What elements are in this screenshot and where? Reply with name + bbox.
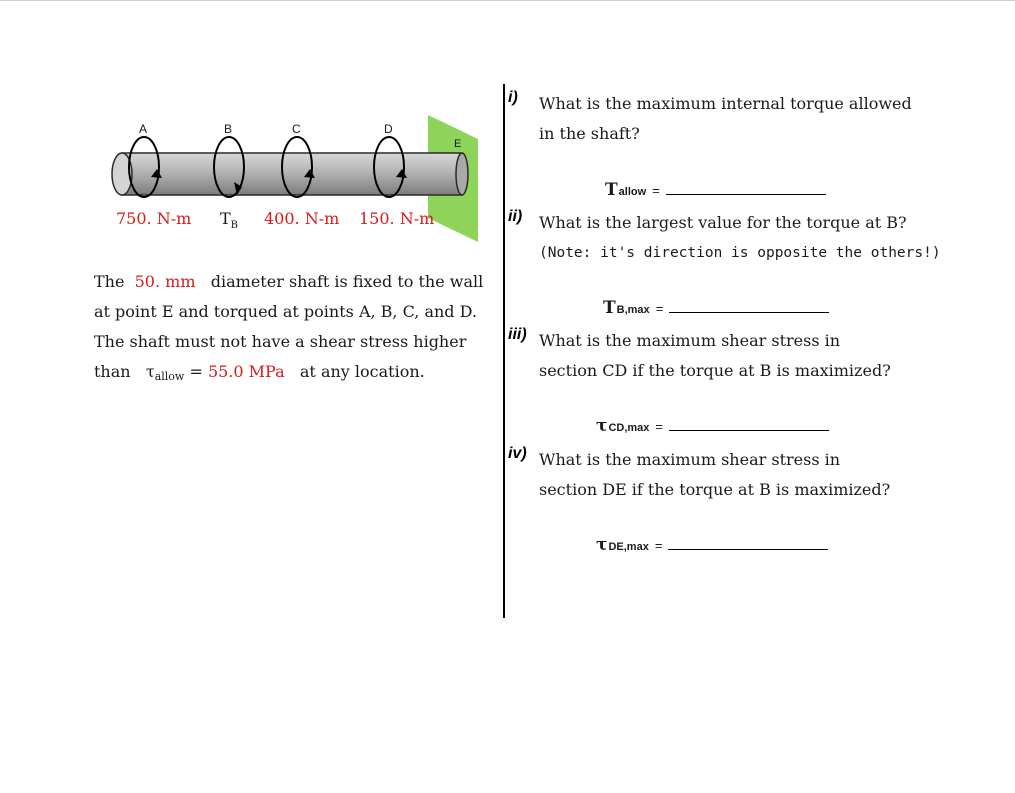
answer-1-field	[605, 180, 826, 200]
answer-4-blank[interactable]	[668, 548, 828, 550]
answer-3-equals: =	[655, 419, 664, 434]
answer-1-subscript: allow	[618, 186, 647, 198]
torque-b-symbol: T	[220, 209, 231, 228]
answer-4-field	[596, 535, 828, 555]
answer-1-equals: =	[652, 183, 660, 198]
wall-label-e: E	[454, 138, 462, 150]
problem-line-4	[94, 357, 494, 392]
answer-1-blank[interactable]	[666, 193, 826, 195]
question-2-text	[539, 208, 941, 268]
problem-line1-pre: The	[94, 272, 125, 291]
shaft-right-end	[456, 153, 468, 195]
answer-2-subscript: B,max	[616, 304, 650, 316]
point-label-b: B	[224, 122, 233, 136]
question-4-number: iv)	[508, 445, 527, 462]
question-2-note: (Note: it's direction is opposite the others!)	[539, 245, 941, 261]
question-4-line-2: section DE if the torque at B is maximized?	[539, 480, 891, 499]
torque-b-subscript: B	[230, 220, 239, 232]
torque-label-b	[220, 209, 238, 231]
question-1-text	[539, 89, 919, 149]
question-1-line-1: What is the maximum internal torque allowed	[539, 94, 912, 113]
answer-3-symbol: τ	[596, 416, 608, 436]
answer-3-subscript: CD,max	[608, 422, 650, 434]
tau-allow-symbol: τ	[145, 362, 155, 381]
point-label-c: C	[292, 122, 301, 136]
column-divider	[503, 84, 505, 618]
problem-line4-post: at any location.	[299, 362, 425, 381]
tau-allow-value: 55.0 MPa	[207, 362, 285, 381]
problem-line1-post: diameter shaft is fixed to the wall	[210, 272, 484, 291]
tau-allow-equals: =	[189, 362, 203, 381]
torque-label-a: 750. N-m	[116, 209, 192, 228]
torque-label-c: 400. N-m	[264, 209, 340, 228]
tau-allow-subscript: allow	[154, 370, 185, 383]
problem-line4-pre: than	[94, 362, 131, 381]
problem-statement	[94, 267, 494, 392]
question-3-line-1: What is the maximum shear stress in	[539, 331, 841, 350]
question-3-line-2: section CD if the torque at B is maximized?	[539, 361, 891, 380]
top-rule	[0, 0, 1015, 1]
answer-1-symbol: T	[605, 180, 618, 200]
question-1-line-2: in the shaft?	[539, 124, 640, 143]
problem-line-3: The shaft must not have a shear stress higher	[94, 332, 467, 351]
diameter-value: 50. mm	[134, 272, 196, 291]
answer-2-symbol: T	[603, 298, 616, 318]
question-2-line-1: What is the largest value for the torque at B?	[539, 213, 907, 232]
answer-3-field	[596, 416, 829, 436]
answer-2-blank[interactable]	[669, 311, 829, 313]
answer-2-field	[603, 298, 829, 318]
shaft-body	[122, 153, 462, 195]
question-3-text	[539, 326, 919, 386]
answer-4-equals: =	[654, 538, 663, 553]
answer-2-equals: =	[655, 301, 664, 316]
question-1-number: i)	[508, 89, 518, 106]
torque-label-d: 150. N-m	[359, 209, 435, 228]
question-2-number: ii)	[508, 208, 523, 225]
problem-line-2: at point E and torqued at points A, B, C, and D.	[94, 302, 477, 321]
problem-line-1	[94, 267, 494, 297]
question-4-line-1: What is the maximum shear stress in	[539, 450, 841, 469]
answer-4-subscript: DE,max	[608, 541, 649, 553]
question-4-text	[539, 445, 919, 505]
point-label-a: A	[139, 122, 148, 136]
question-3-number: iii)	[508, 326, 527, 343]
point-label-d: D	[384, 122, 393, 136]
answer-4-symbol: τ	[596, 535, 608, 555]
answer-3-blank[interactable]	[669, 429, 829, 431]
